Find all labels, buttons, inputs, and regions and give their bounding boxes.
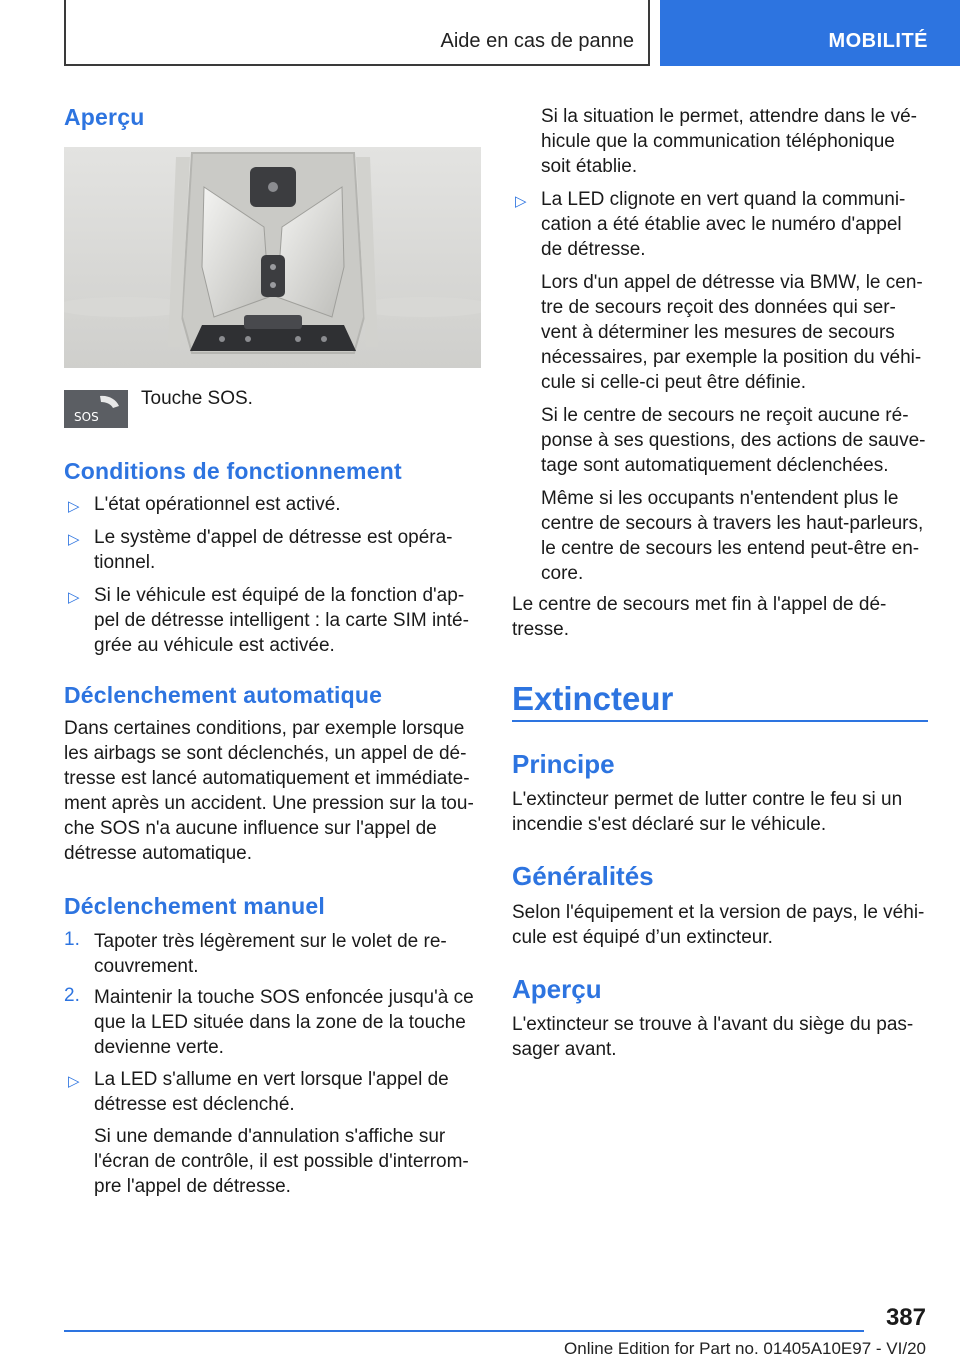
bullet-marker: ▷ <box>68 531 80 548</box>
bullet-marker: ▷ <box>515 193 527 210</box>
led-bullet-text: La LED s'allume en vert lorsque l'appel de détresse est déclenché. <box>94 1069 449 1115</box>
step-number: 1. <box>64 929 80 950</box>
bullet-marker: ▷ <box>68 589 80 606</box>
step-2-text: Maintenir la touche SOS enfoncée jusqu'à ce que la LED située dans la zone de la touche devienne verte. <box>94 987 474 1058</box>
header-section-label: Aide en cas de panne <box>440 30 634 52</box>
condition-item-2: Le système d'appel de détresse est opéra- tionnel. <box>94 527 453 573</box>
principe-heading: Principe <box>512 749 615 779</box>
bmw-call-text: Lors d'un appel de détresse via BMW, le cen- tre de secours reçoit des données qui ser- vent à déterminer les mesures de secours nécessaires, par exemple la position du véhi- cule si celle-ci peut être définie. <box>541 272 923 393</box>
bullet-marker: ▷ <box>68 1073 80 1090</box>
bullet-marker: ▷ <box>68 498 80 515</box>
header-section-box <box>64 0 650 66</box>
occupants-text: Même si les occupants n'entendent plus le centre de secours à travers les haut-parleurs, le centre de secours les entend peut-être en- core. <box>541 488 924 584</box>
condition-item-3: Si le véhicule est équipé de la fonction d'ap- pel de détresse intelligent : la carte SIM inté- grée au véhicule est activée. <box>94 585 469 656</box>
no-response-text: Si le centre de secours ne reçoit aucune ré- ponse à ses questions, des actions de sauve- tage sont automatiquement déclenchées. <box>541 405 926 476</box>
led-blink-text: La LED clignote en vert quand la communi- cation a été établie avec le numéro d'appel de détresse. <box>541 189 906 260</box>
wait-text: Si la situation le permet, attendre dans le vé- hicule que la communication téléphonique soit établie. <box>541 106 917 177</box>
svg-text:SOS: SOS <box>74 410 99 424</box>
step-1-text: Tapoter très légèrement sur le volet de re- couvrement. <box>94 931 447 977</box>
step-number: 2. <box>64 985 80 1006</box>
header-chapter-label: MOBILITÉ <box>828 30 928 52</box>
manual-trigger-heading: Déclenchement manuel <box>64 893 325 919</box>
footer-divider <box>64 1330 864 1332</box>
sos-caption: Touche SOS. <box>141 388 253 409</box>
sos-button-icon <box>64 390 128 428</box>
apercu-extincteur-text: L'extincteur se trouve à l'avant du siège du pas- sager avant. <box>512 1014 914 1060</box>
condition-item-1: L'état opérationnel est activé. <box>94 494 341 515</box>
call-end-text: Le centre de secours met fin à l'appel de dé- tresse. <box>512 594 887 640</box>
chapter-divider <box>512 720 928 722</box>
header-chapter-tab[interactable] <box>660 0 960 66</box>
extincteur-heading: Extincteur <box>512 680 674 717</box>
apercu-extincteur-heading: Aperçu <box>512 974 602 1004</box>
auto-trigger-heading: Déclenchement automatique <box>64 682 383 708</box>
footer-edition: Online Edition for Part no. 01405A10E97 - VI/20 <box>564 1339 926 1358</box>
principe-text: L'extincteur permet de lutter contre le feu si un incendie s'est déclaré sur le véhicule. <box>512 789 903 835</box>
cancel-request-text: Si une demande d'annulation s'affiche sur l'écran de contrôle, il est possible d'interrom- pre l'appel de détresse. <box>94 1126 469 1197</box>
generalites-text: Selon l'équipement et la version de pays, le véhi- cule est équipé d’un extincteur. <box>512 902 925 948</box>
apercu-heading: Aperçu <box>64 104 145 130</box>
auto-trigger-text: Dans certaines conditions, par exemple lorsque les airbags se sont déclenchés, un appel de dé- tresse est lancé automatiquement et immédiate- ment après un accident. Une pression sur la tou- che SOS n'a aucune influence sur l'appel de détresse automatique. <box>64 718 474 864</box>
page-number: 387 <box>885 1304 926 1331</box>
roof-console-image <box>64 147 481 368</box>
generalites-heading: Généralités <box>512 861 654 891</box>
conditions-heading: Conditions de fonctionnement <box>64 458 402 484</box>
